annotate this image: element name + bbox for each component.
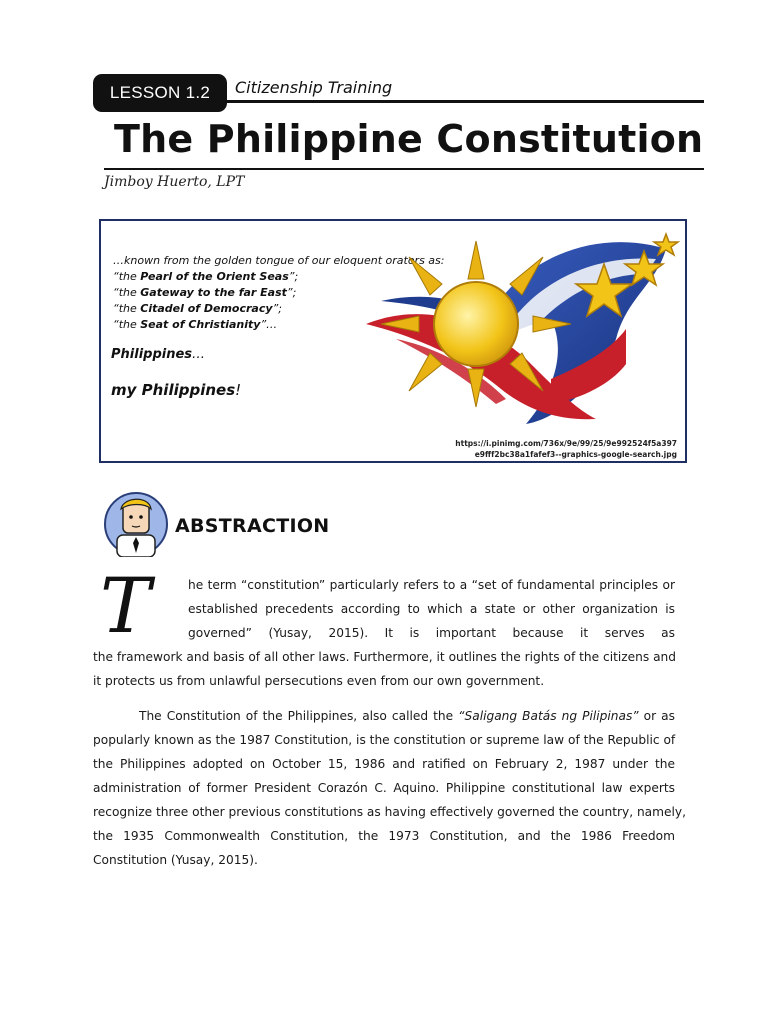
paragraph-line: the 1935 Commonwealth Constitution, the 1973 Constitution, and the 1986 Freedom [93,829,675,843]
paragraph-line: the framework and basis of all other laws. Furthermore, it outlines the rights of the citizens and [93,650,677,664]
paragraph-line: it protects us from unlawful persecutions even from our own government. [93,674,545,688]
lesson-badge: LESSON 1.2 [93,74,227,112]
page-title: The Philippine Constitution [114,117,704,161]
image-source-credit: https://i.pinimg.com/736x/9e/99/25/9e992524f5a397 e9fff2bc38a1fafef3--graphics-google-search.jpg [455,439,677,459]
paragraph-line: administration of former President Corazón C. Aquino. Philippine constitutional law experts [93,781,675,795]
philippine-flag-illustration [326,229,687,429]
my-philippines-line: my Philippines! [111,381,242,399]
author-signature: Jimboy Huerto, LPT [104,174,245,190]
epithet-line: “the Citadel of Democracy”; [113,302,282,315]
epithet-line: “the Pearl of the Orient Seas”; [113,270,299,283]
quote-box [99,219,687,463]
paragraph-line: established precedents according to which a state or other organization is [188,602,675,616]
epithet-line: “the Gateway to the far East”; [113,286,297,299]
paragraph-line: he term “constitution” particularly refers to a “set of fundamental principles or [188,578,675,592]
paragraph-line: The Constitution of the Philippines, also called the “Saligang Batás ng Pilipinas” or as [139,709,675,723]
section-heading: ABSTRACTION [175,515,330,537]
student-avatar-icon [103,491,169,557]
paragraph-line: Constitution (Yusay, 2015). [93,853,258,867]
drop-cap: T [100,561,151,650]
title-rule [104,168,704,170]
paragraph-line: recognize three other previous constitutions as having effectively governed the country, namely, [93,805,686,819]
quote-intro: …known from the golden tongue of our eloquent orators as: [113,254,445,267]
paragraph-line: popularly known as the 1987 Constitution, is the constitution or supreme law of the Republic of [93,733,676,747]
paragraph-line: the Philippines adopted on October 15, 1986 and ratified on February 2, 1987 under the [93,757,675,771]
philippines-line: Philippines… [111,347,206,362]
paragraph-line: governed” (Yusay, 2015). It is important because it serves as [188,626,675,640]
epithet-line: “the Seat of Christianity”… [113,318,278,331]
header-rule [227,100,704,103]
course-title: Citizenship Training [235,78,393,97]
